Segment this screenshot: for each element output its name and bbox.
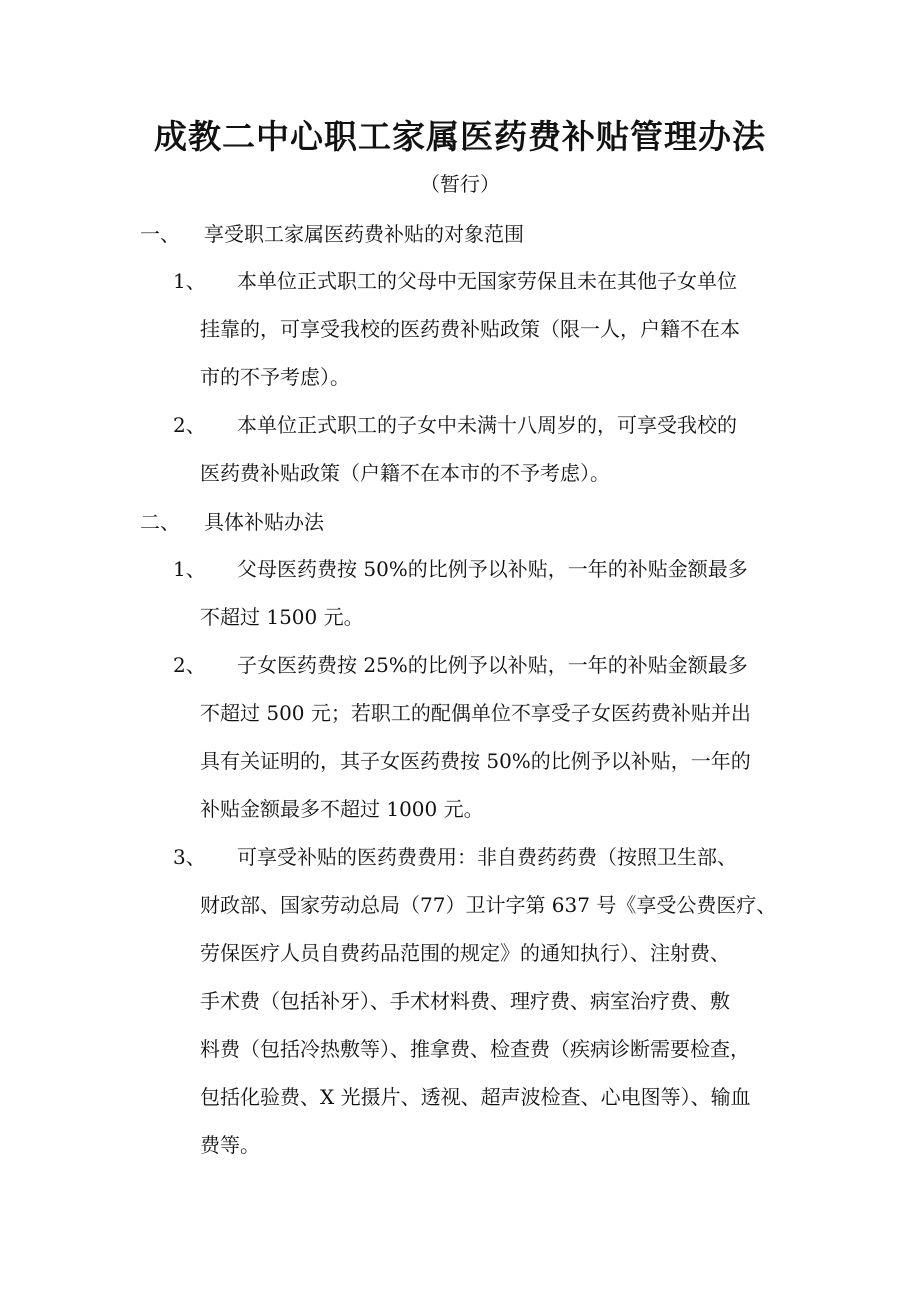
- section-heading: 具体补贴办法: [204, 510, 324, 534]
- item-number: 1、: [173, 269, 206, 293]
- item-line: 手术费（包括补牙）、手术材料费、理疗费、病室治疗费、敷: [200, 989, 730, 1013]
- item-line: 料费（包括冷热敷等）、推拿费、检查费（疾病诊断需要检查，: [200, 1037, 750, 1061]
- item-number: 2、: [173, 653, 206, 677]
- item-line: 劳保医疗人员自费药品范围的规定》的通知执行）、注射费、: [200, 941, 730, 965]
- page-subtitle: （暂行）: [420, 172, 500, 196]
- item-line: 本单位正式职工的子女中未满十八周岁的，可享受我校的: [237, 413, 737, 437]
- item-number: 2、: [173, 413, 206, 437]
- item-line: 挂靠的，可享受我校的医药费补贴政策（限一人，户籍不在本: [200, 317, 740, 341]
- section-heading: 享受职工家属医药费补贴的对象范围: [204, 222, 524, 246]
- item-line: 可享受补贴的医药费费用：非自费药药费（按照卫生部、: [237, 845, 737, 869]
- item-line: 子女医药费按 25%的比例予以补贴，一年的补贴金额最多: [237, 653, 748, 677]
- item-number: 3、: [173, 845, 206, 869]
- item-line: 父母医药费按 50%的比例予以补贴，一年的补贴金额最多: [237, 557, 748, 581]
- item-line: 包括化验费、X 光摄片、透视、超声波检查、心电图等）、输血: [200, 1085, 751, 1109]
- item-line: 费等。: [200, 1133, 260, 1157]
- section-number: 二、: [140, 510, 180, 534]
- item-number: 1、: [173, 557, 206, 581]
- item-line: 本单位正式职工的父母中无国家劳保且未在其他子女单位: [237, 269, 737, 293]
- item-line: 不超过 500 元；若职工的配偶单位不享受子女医药费补贴并出: [200, 701, 751, 725]
- item-line: 具有关证明的，其子女医药费按 50%的比例予以补贴，一年的: [200, 749, 751, 773]
- item-line: 不超过 1500 元。: [200, 605, 364, 629]
- item-line: 医药费补贴政策（户籍不在本市的不予考虑）。: [200, 461, 610, 485]
- item-line: 市的不予考虑）。: [200, 365, 350, 389]
- item-line: 补贴金额最多不超过 1000 元。: [200, 797, 484, 821]
- section-number: 一、: [140, 222, 180, 246]
- page-title: 成教二中心职工家属医药费补贴管理办法: [154, 117, 766, 156]
- item-line: 财政部、国家劳动总局（77）卫计字第 637 号《享受公费医疗、: [200, 893, 777, 917]
